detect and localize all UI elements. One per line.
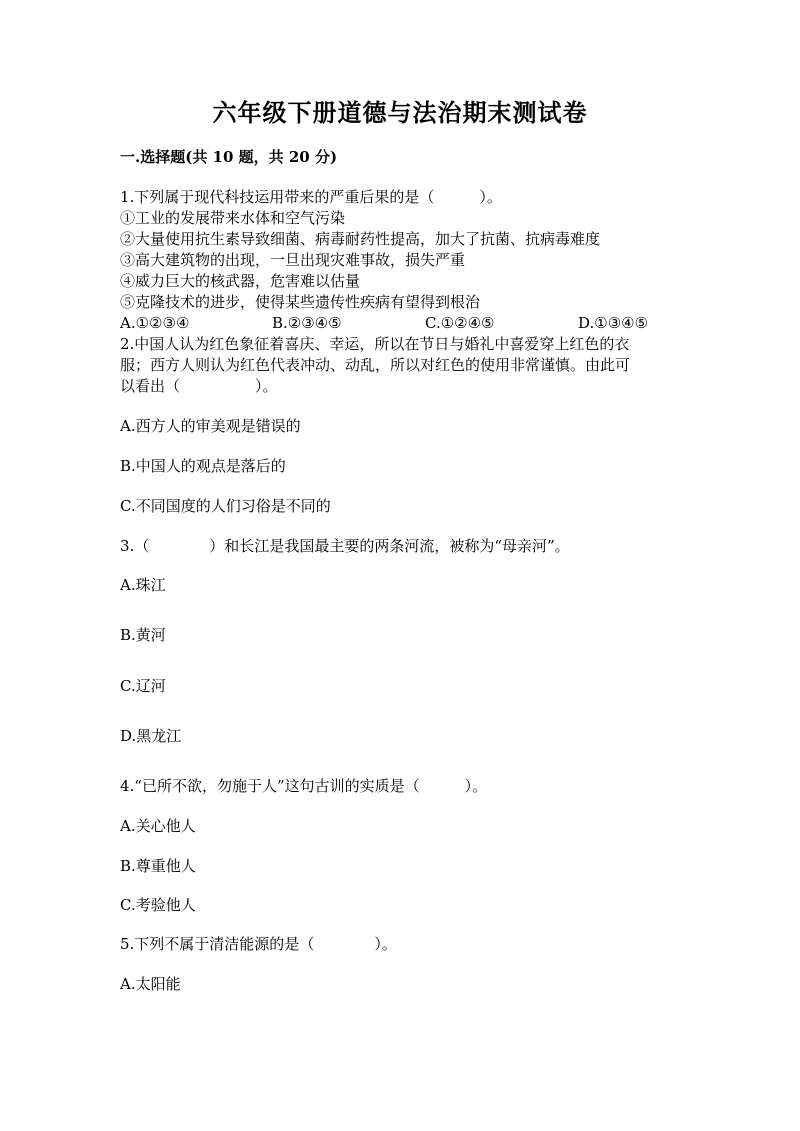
question-3-option-d: D.黑龙江 (120, 727, 182, 745)
section-heading: 一.选择题(共 10 题，共 20 分) (120, 148, 338, 166)
question-1-option-a: A.①②③④ (120, 314, 190, 332)
question-1-statement-2: ②大量使用抗生素导致细菌、病毒耐药性提高，加大了抗菌、抗病毒难度 (120, 230, 601, 248)
question-1-statement-1: ①工业的发展带来水体和空气污染 (120, 209, 346, 227)
question-5-stem: 5.下列不属于清洁能源的是（ ）。 (120, 935, 397, 953)
question-2-option-b: B.中国人的观点是落后的 (120, 457, 286, 475)
question-1-option-b: B.②③④⑤ (272, 314, 342, 332)
question-2-option-c: C.不同国度的人们习俗是不同的 (120, 497, 331, 515)
page-title: 六年级下册道德与法治期末测试卷 (212, 98, 588, 127)
question-1-statement-5: ⑤克隆技术的进步，使得某些遗传性疾病有望得到根治 (120, 293, 481, 311)
question-4-option-a: A.关心他人 (120, 817, 196, 835)
question-1-option-c: C.①②④⑤ (425, 314, 495, 332)
question-2-stem-line-3: 以看出（ ）。 (120, 377, 278, 395)
question-4-option-c: C.考验他人 (120, 896, 196, 914)
question-3-option-b: B.黄河 (120, 626, 166, 644)
question-1-statement-3: ③高大建筑物的出现，一旦出现灾难事故，损失严重 (120, 251, 466, 269)
question-3-stem: 3.（ ）和长江是我国最主要的两条河流，被称为“母亲河”。 (120, 537, 570, 555)
question-4-stem: 4.“已所不欲，勿施于人”这句古训的实质是（ ）。 (120, 777, 488, 795)
question-1-option-d: D.①③④⑤ (578, 314, 649, 332)
question-2-option-a: A.西方人的审美观是错误的 (120, 417, 301, 435)
question-1-stem: 1.下列属于现代科技运用带来的严重后果的是（ ）。 (120, 188, 502, 206)
question-5-option-a: A.太阳能 (120, 975, 181, 993)
question-1-options (120, 313, 680, 334)
question-1-statement-4: ④威力巨大的核武器，危害难以估量 (120, 272, 361, 290)
question-2-stem-line-1: 2.中国人认为红色象征着喜庆、幸运，所以在节日与婚礼中喜爱穿上红色的衣 (120, 335, 630, 353)
question-3-option-c: C.辽河 (120, 677, 166, 695)
question-4-option-b: B.尊重他人 (120, 857, 196, 875)
question-2-stem-line-2: 服；西方人则认为红色代表冲动、动乱，所以对红色的使用非常谨慎。由此可 (120, 356, 631, 374)
question-3-option-a: A.珠江 (120, 576, 166, 594)
